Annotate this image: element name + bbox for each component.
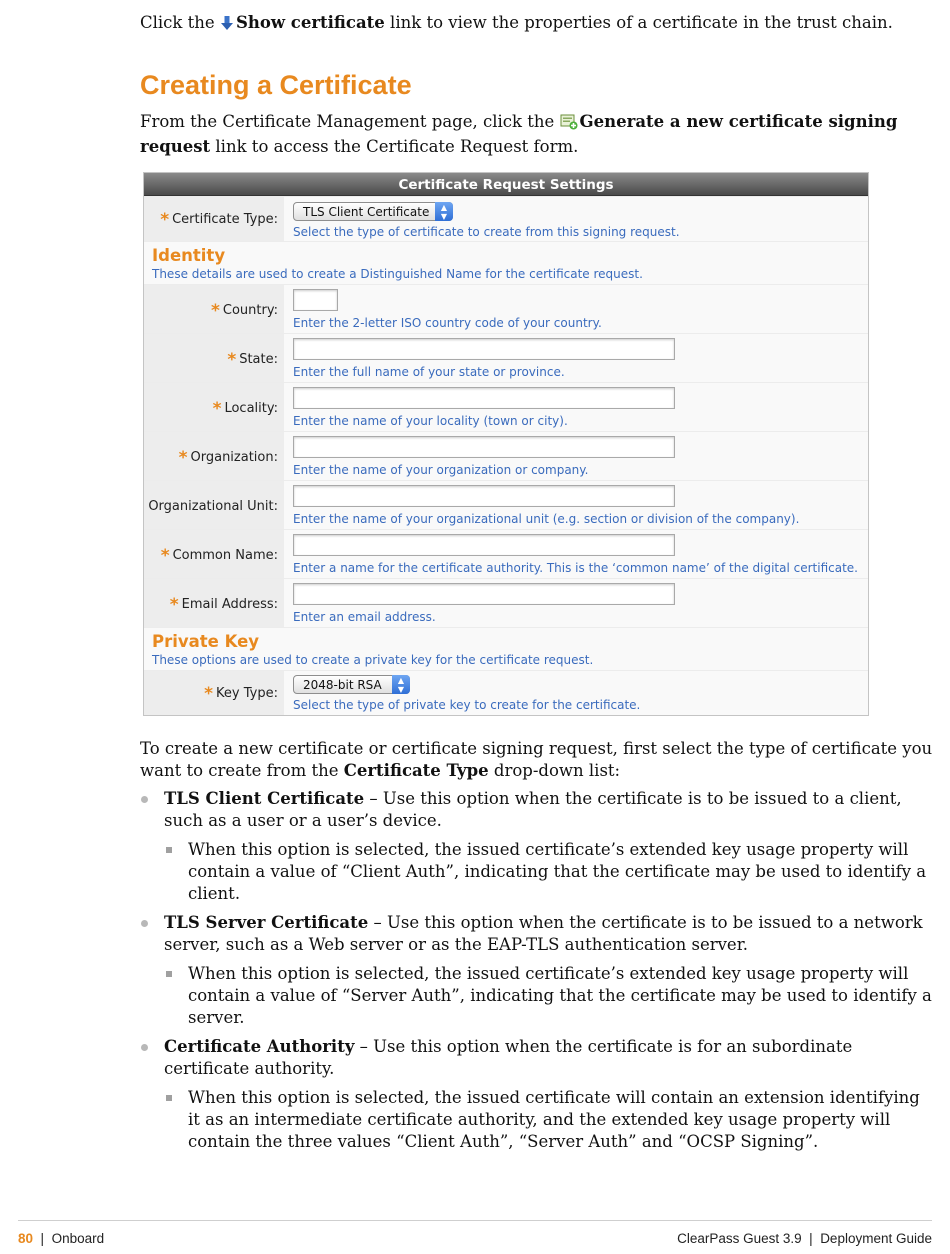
private-key-subtitle: These options are used to create a private key for the certificate request.	[152, 653, 594, 667]
key-type-row	[144, 670, 868, 716]
footer-section: Onboard	[51, 1231, 105, 1246]
organization-label	[179, 448, 278, 468]
state-help: Enter the full name of your state or province.	[293, 365, 565, 379]
intro-paragraph	[140, 12, 940, 37]
certificate-request-form	[143, 172, 869, 716]
select-arrows-icon: ▲ ▼	[392, 675, 410, 694]
common-name-input[interactable]	[293, 534, 675, 556]
required-star: *	[160, 546, 170, 566]
list-item-title: TLS Server Certificate	[164, 913, 369, 932]
footer-right	[677, 1231, 932, 1246]
state-label-cell	[144, 334, 284, 382]
email-help: Enter an email address.	[293, 610, 436, 624]
sub-list-item: When this option is selected, the issued certificate will contain an extension identifying it as an intermediate certificate authority, and the extended key usage property will contain the three values “Client Auth”, “Server Auth” and “OCSP Signing”.	[164, 1087, 932, 1153]
organizational-unit-help: Enter the name of your organizational unit (e.g. section or division of the company).	[293, 512, 800, 526]
state-row	[144, 333, 868, 382]
key-type-label-text: Key Type:	[216, 686, 278, 701]
required-star: *	[211, 301, 220, 321]
key-type-label	[204, 684, 278, 704]
certificate-type-select[interactable]	[293, 202, 453, 221]
identity-subtitle: These details are used to create a Distinguished Name for the certificate request.	[152, 267, 643, 281]
country-label-text: Country:	[222, 303, 278, 318]
organizational-unit-label-cell	[144, 481, 284, 529]
key-type-value: 2048-bit RSA	[303, 678, 382, 692]
locality-help: Enter the name of your locality (town or city).	[293, 414, 568, 428]
sub-list-item: When this option is selected, the issued certificate’s extended key usage property will contain a value of “Server Auth”, indicating that the certificate may be used to identify a server.	[164, 963, 932, 1029]
email-label	[170, 595, 278, 615]
generate-csr-link[interactable]: Generate a new certificate signing request	[140, 112, 898, 156]
organizational-unit-row	[144, 480, 868, 529]
list-item	[140, 788, 932, 905]
locality-label-text: Locality:	[224, 401, 278, 416]
country-label-cell	[144, 285, 284, 333]
common-name-help: Enter a name for the certificate authority. This is the ‘common name’ of the digital certificate.	[293, 561, 858, 575]
certificate-type-list	[140, 788, 932, 1160]
generate-certificate-icon	[560, 114, 578, 136]
list-item-text: – Use this option when the certificate is to be issued to a client, such as a user or a user’s device.	[164, 789, 902, 830]
certificate-type-label-cell	[144, 197, 284, 241]
organizational-unit-input[interactable]	[293, 485, 675, 507]
identity-section	[144, 241, 868, 284]
locality-row	[144, 382, 868, 431]
identity-title: Identity	[152, 246, 226, 265]
list-item-title: Certificate Authority	[164, 1037, 355, 1056]
list-item	[140, 1036, 932, 1153]
sub-list	[164, 1087, 932, 1153]
sub-list	[164, 839, 932, 905]
common-name-label-cell	[144, 530, 284, 578]
common-name-label-text: Common Name:	[172, 548, 278, 563]
email-row	[144, 578, 868, 627]
list-item	[140, 912, 932, 1029]
organizational-unit-label: Organizational Unit:	[148, 499, 278, 514]
list-item-text: – Use this option when the certificate is for an subordinate certificate authority.	[164, 1037, 853, 1078]
state-input[interactable]	[293, 338, 675, 360]
country-row	[144, 284, 868, 333]
certificate-type-paragraph	[140, 738, 935, 782]
organization-input[interactable]	[293, 436, 675, 458]
common-name-label	[161, 546, 278, 566]
form-title: Certificate Request Settings	[144, 173, 868, 196]
instruction-paragraph	[140, 111, 935, 158]
certificate-type-value: TLS Client Certificate	[303, 205, 430, 219]
footer-product: ClearPass Guest 3.9	[677, 1231, 802, 1246]
organization-row	[144, 431, 868, 480]
para2-text-after: link to access the Certificate Request form.	[210, 137, 579, 156]
page-number: 80	[18, 1231, 34, 1246]
required-star: *	[212, 399, 222, 419]
footer-separator: |	[809, 1231, 813, 1246]
key-type-help: Select the type of private key to create for the certificate.	[293, 698, 641, 712]
certificate-type-help: Select the type of certificate to create from this signing request.	[293, 225, 680, 239]
state-label	[227, 350, 278, 370]
para3-text: To create a new certificate or certificate signing request, first select the type of certificate you want to create from the	[140, 739, 933, 780]
email-input[interactable]	[293, 583, 675, 605]
para2-text: From the Certificate Management page, click the	[140, 112, 560, 131]
country-help: Enter the 2-letter ISO country code of your country.	[293, 316, 602, 330]
locality-label-cell	[144, 383, 284, 431]
intro-text: Click the	[140, 13, 220, 32]
organization-label-cell	[144, 432, 284, 480]
download-arrow-icon	[220, 15, 234, 37]
country-input[interactable]	[293, 289, 338, 311]
footer-left	[18, 1231, 104, 1246]
state-label-text: State:	[239, 352, 278, 367]
sub-list	[164, 963, 932, 1029]
key-type-label-cell	[144, 671, 284, 716]
section-heading: Creating a Certificate	[140, 70, 412, 100]
common-name-row	[144, 529, 868, 578]
footer-doc: Deployment Guide	[820, 1231, 932, 1246]
certificate-type-label-text: Certificate Type:	[172, 212, 278, 227]
sub-list-item: When this option is selected, the issued certificate’s extended key usage property will contain a value of “Client Auth”, indicating that the certificate may be used to identify a client.	[164, 839, 932, 905]
private-key-section	[144, 627, 868, 670]
required-star: *	[169, 595, 179, 615]
para3-text-after: drop-down list:	[488, 761, 621, 780]
certificate-type-label	[160, 210, 278, 230]
required-star: *	[178, 448, 188, 468]
intro-text-after: link to view the properties of a certificate in the trust chain.	[384, 13, 893, 32]
required-star: *	[204, 684, 214, 704]
para3-bold: Certificate Type	[343, 761, 489, 780]
required-star: *	[160, 210, 170, 230]
footer-divider	[18, 1220, 932, 1221]
locality-label	[213, 399, 278, 419]
show-certificate-link[interactable]: Show certificate	[235, 13, 385, 32]
list-item-title: TLS Client Certificate	[164, 789, 365, 808]
private-key-title: Private Key	[152, 632, 260, 651]
email-label-text: Email Address:	[181, 597, 278, 612]
key-type-select[interactable]	[293, 675, 410, 694]
country-label	[211, 301, 278, 321]
footer-separator: |	[40, 1231, 45, 1246]
email-label-cell	[144, 579, 284, 627]
organization-label-text: Organization:	[190, 450, 278, 465]
select-arrows-icon: ▲ ▼	[435, 202, 453, 221]
organization-help: Enter the name of your organization or company.	[293, 463, 589, 477]
required-star: *	[227, 350, 237, 370]
certificate-type-row	[144, 196, 868, 241]
list-item-text: – Use this option when the certificate is to be issued to a network server, such as a Web server or as the EAP-TLS authentication server.	[164, 913, 923, 954]
locality-input[interactable]	[293, 387, 675, 409]
